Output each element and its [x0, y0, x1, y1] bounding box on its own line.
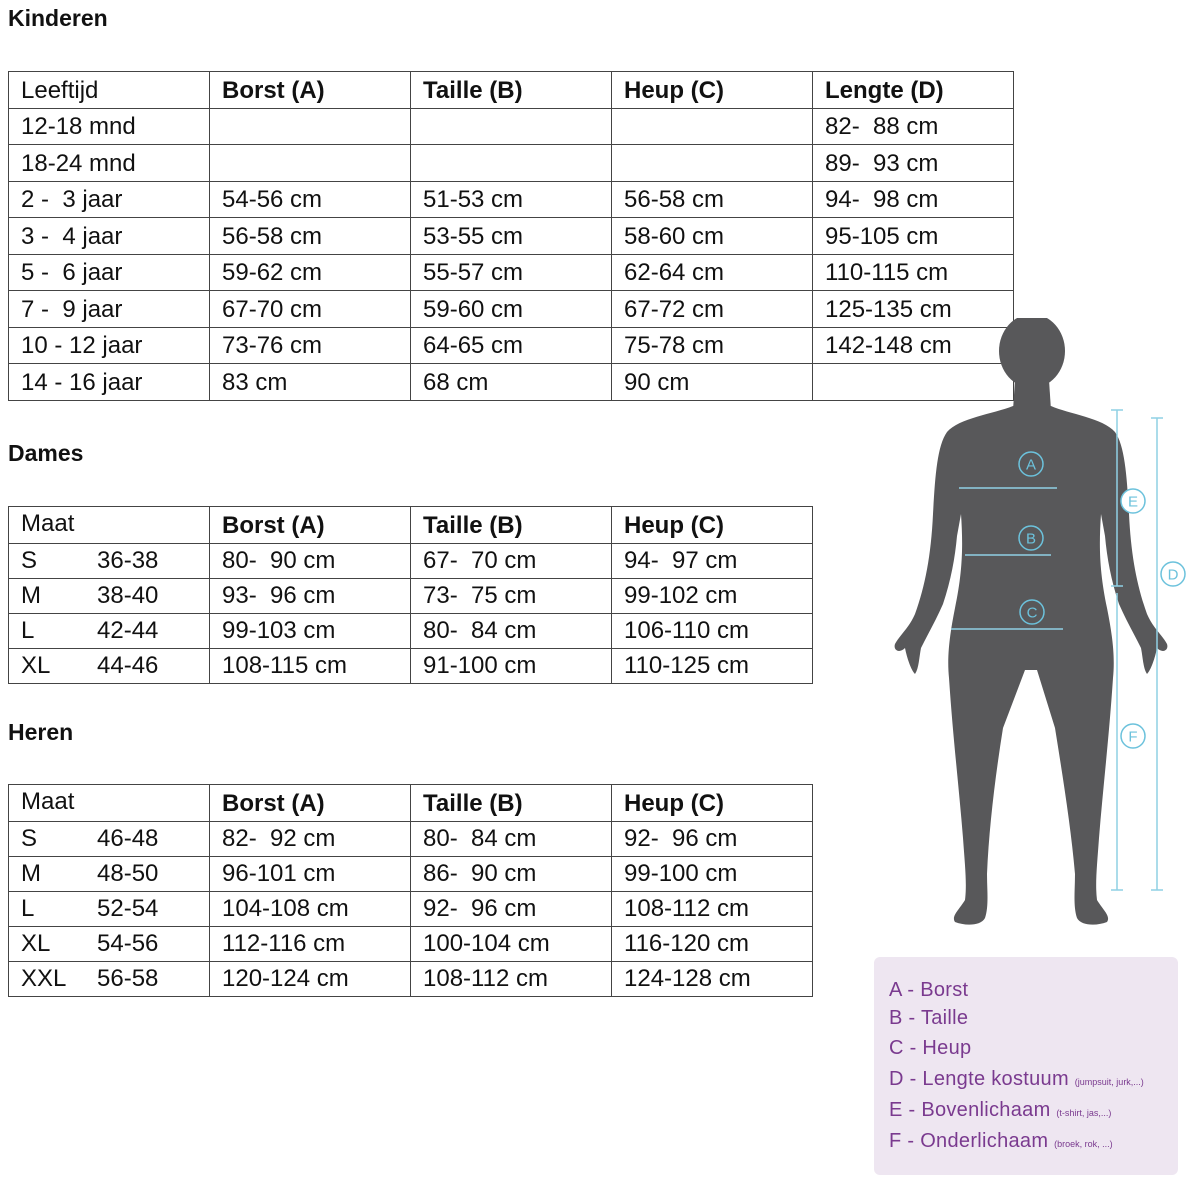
size-cell	[9, 857, 210, 892]
cell: 112-116 cm	[210, 927, 411, 962]
cell: 3 - 4 jaar	[9, 218, 210, 255]
cell: 58-60 cm	[612, 218, 813, 255]
size-label: XL	[21, 930, 51, 957]
eu-size: 56-58	[97, 965, 159, 992]
legend-item	[889, 1068, 1144, 1091]
cell: 108-112 cm	[612, 892, 813, 927]
cell: 64-65 cm	[411, 327, 612, 364]
size-cell	[9, 962, 210, 997]
header-cell: Taille (B)	[411, 507, 612, 544]
cell: 99-103 cm	[210, 614, 411, 649]
marker-f-label: F	[1128, 728, 1138, 746]
cell: 92- 96 cm	[411, 892, 612, 927]
cell: 94- 98 cm	[813, 181, 1014, 218]
table-row	[9, 254, 1014, 291]
size-label: M	[21, 860, 41, 887]
section-title-heren: Heren	[8, 719, 74, 745]
size-cell	[9, 822, 210, 857]
legend-note: (broek, rok, ...)	[1054, 1139, 1113, 1149]
legend-item	[889, 979, 968, 1002]
cell: 142-148 cm	[813, 327, 1014, 364]
cell: 73-76 cm	[210, 327, 411, 364]
table-row	[9, 327, 1014, 364]
legend-text: C - Heup	[889, 1037, 972, 1059]
size-label: XL	[21, 652, 51, 679]
cell: 116-120 cm	[612, 927, 813, 962]
marker-f-icon	[1121, 724, 1145, 748]
cell: 108-112 cm	[411, 962, 612, 997]
cell: 54-56 cm	[210, 181, 411, 218]
cell: 51-53 cm	[411, 181, 612, 218]
cell: 68 cm	[411, 364, 612, 401]
legend-item	[889, 1099, 1111, 1122]
header-cell: Maat	[9, 507, 210, 544]
legend-text: F - Onderlichaam	[889, 1130, 1049, 1152]
marker-b-label: B	[1025, 530, 1037, 548]
header-cell: Taille (B)	[411, 72, 612, 109]
cell	[612, 145, 813, 182]
legend-item	[889, 1130, 1113, 1153]
table-header-row	[9, 72, 1014, 109]
cell: 75-78 cm	[612, 327, 813, 364]
table-row	[9, 927, 813, 962]
cell: 89- 93 cm	[813, 145, 1014, 182]
cell: 53-55 cm	[411, 218, 612, 255]
legend-item	[889, 1007, 968, 1030]
table-row	[9, 579, 813, 614]
cell: 104-108 cm	[210, 892, 411, 927]
cell: 80- 84 cm	[411, 614, 612, 649]
table-header-row	[9, 785, 813, 822]
header-cell: Lengte (D)	[813, 72, 1014, 109]
size-cell	[9, 579, 210, 614]
cell: 94- 97 cm	[612, 544, 813, 579]
table-row	[9, 181, 1014, 218]
table-row	[9, 291, 1014, 328]
table-header-row	[9, 507, 813, 544]
eu-size: 48-50	[97, 860, 159, 887]
cell: 99-102 cm	[612, 579, 813, 614]
cell: 7 - 9 jaar	[9, 291, 210, 328]
header-cell: Heup (C)	[612, 507, 813, 544]
cell: 67-70 cm	[210, 291, 411, 328]
cell: 125-135 cm	[813, 291, 1014, 328]
legend-text: D - Lengte kostuum	[889, 1068, 1069, 1090]
eu-size: 36-38	[97, 547, 159, 574]
eu-size: 44-46	[97, 652, 159, 679]
cell: 56-58 cm	[210, 218, 411, 255]
cell: 95-105 cm	[813, 218, 1014, 255]
eu-size: 52-54	[97, 895, 159, 922]
table-row	[9, 145, 1014, 182]
cell: 92- 96 cm	[612, 822, 813, 857]
cell: 59-60 cm	[411, 291, 612, 328]
size-cell	[9, 927, 210, 962]
size-label: XXL	[21, 965, 67, 992]
size-label: S	[21, 825, 38, 852]
cell: 99-100 cm	[612, 857, 813, 892]
cell: 110-115 cm	[813, 254, 1014, 291]
cell: 55-57 cm	[411, 254, 612, 291]
cell: 10 - 12 jaar	[9, 327, 210, 364]
table-row	[9, 218, 1014, 255]
size-cell	[9, 649, 210, 684]
cell: 14 - 16 jaar	[9, 364, 210, 401]
cell: 82- 92 cm	[210, 822, 411, 857]
cell: 110-125 cm	[612, 649, 813, 684]
cell	[210, 145, 411, 182]
header-cell: Borst (A)	[210, 72, 411, 109]
cell: 56-58 cm	[612, 181, 813, 218]
table-row	[9, 962, 813, 997]
cell: 62-64 cm	[612, 254, 813, 291]
size-cell	[9, 614, 210, 649]
cell: 120-124 cm	[210, 962, 411, 997]
size-label: L	[21, 617, 35, 644]
table-row	[9, 108, 1014, 145]
cell: 2 - 3 jaar	[9, 181, 210, 218]
size-cell	[9, 544, 210, 579]
cell: 80- 84 cm	[411, 822, 612, 857]
eu-size: 38-40	[97, 582, 159, 609]
cell: 108-115 cm	[210, 649, 411, 684]
eu-size: 54-56	[97, 930, 159, 957]
marker-e-label: E	[1127, 493, 1139, 511]
legend-note: (jumpsuit, jurk,...)	[1074, 1077, 1144, 1087]
header-cell: Heup (C)	[612, 785, 813, 822]
cell: 12-18 mnd	[9, 108, 210, 145]
cell: 59-62 cm	[210, 254, 411, 291]
marker-e-icon	[1121, 489, 1145, 513]
table-row	[9, 857, 813, 892]
cell	[411, 108, 612, 145]
table-row	[9, 614, 813, 649]
body-measurement-figure	[885, 318, 1200, 938]
header-cell: Borst (A)	[210, 785, 411, 822]
cell	[612, 108, 813, 145]
legend-text: A - Borst	[889, 979, 969, 1001]
size-table-kinderen	[8, 71, 1014, 401]
table-row	[9, 892, 813, 927]
cell: 80- 90 cm	[210, 544, 411, 579]
measurement-legend	[874, 957, 1178, 1175]
size-cell	[9, 892, 210, 927]
legend-text: E - Bovenlichaam	[889, 1099, 1051, 1121]
eu-size: 46-48	[97, 825, 159, 852]
size-label: M	[21, 582, 41, 609]
marker-c-label: C	[1026, 604, 1038, 622]
legend-text: B - Taille	[889, 1007, 969, 1029]
table-row	[9, 544, 813, 579]
cell: 82- 88 cm	[813, 108, 1014, 145]
header-cell: Leeftijd	[9, 72, 210, 109]
cell: 90 cm	[612, 364, 813, 401]
cell: 5 - 6 jaar	[9, 254, 210, 291]
marker-d-label: D	[1167, 566, 1179, 584]
eu-size: 42-44	[97, 617, 159, 644]
cell	[210, 108, 411, 145]
cell: 106-110 cm	[612, 614, 813, 649]
section-title-kinderen: Kinderen	[8, 5, 108, 31]
table-row	[9, 649, 813, 684]
header-cell: Borst (A)	[210, 507, 411, 544]
cell: 67-72 cm	[612, 291, 813, 328]
section-title-dames: Dames	[8, 440, 84, 466]
marker-d-icon	[1161, 562, 1185, 586]
size-label: L	[21, 895, 35, 922]
cell: 86- 90 cm	[411, 857, 612, 892]
legend-note: (t-shirt, jas,...)	[1056, 1108, 1112, 1118]
cell	[411, 145, 612, 182]
header-cell: Heup (C)	[612, 72, 813, 109]
cell: 96-101 cm	[210, 857, 411, 892]
header-cell: Taille (B)	[411, 785, 612, 822]
cell: 73- 75 cm	[411, 579, 612, 614]
legend-item	[889, 1037, 971, 1060]
cell: 124-128 cm	[612, 962, 813, 997]
size-table-heren	[8, 784, 813, 997]
table-row	[9, 364, 1014, 401]
size-label: S	[21, 547, 38, 574]
header-cell: Maat	[9, 785, 210, 822]
cell: 18-24 mnd	[9, 145, 210, 182]
cell: 100-104 cm	[411, 927, 612, 962]
cell: 93- 96 cm	[210, 579, 411, 614]
cell: 67- 70 cm	[411, 544, 612, 579]
cell: 83 cm	[210, 364, 411, 401]
table-row	[9, 822, 813, 857]
cell: 91-100 cm	[411, 649, 612, 684]
marker-a-label: A	[1025, 456, 1037, 474]
size-table-dames	[8, 506, 813, 684]
